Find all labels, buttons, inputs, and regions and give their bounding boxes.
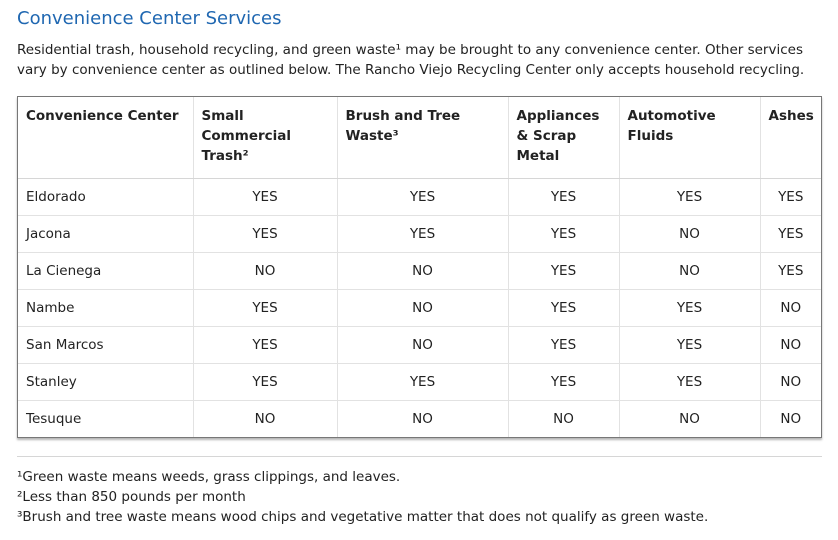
convenience-center-name: Tesuque <box>18 401 193 438</box>
service-availability-cell: NO <box>337 401 508 438</box>
footnotes-divider <box>17 456 822 457</box>
column-header-automotive-fluids: Automotive Fluids <box>619 97 760 179</box>
service-availability-cell: YES <box>193 327 337 364</box>
convenience-center-name: Nambe <box>18 290 193 327</box>
service-availability-cell: NO <box>760 364 821 401</box>
table-row <box>18 290 821 327</box>
column-header-ashes: Ashes <box>760 97 821 179</box>
service-availability-cell: YES <box>508 216 619 253</box>
service-availability-cell: NO <box>337 290 508 327</box>
table-row <box>18 253 821 290</box>
service-availability-cell: YES <box>619 364 760 401</box>
service-availability-cell: YES <box>193 216 337 253</box>
service-availability-cell: YES <box>337 179 508 216</box>
footnote-small-commercial-trash: ²Less than 850 pounds per month <box>17 489 246 505</box>
service-availability-cell: NO <box>760 327 821 364</box>
service-availability-cell: NO <box>619 253 760 290</box>
column-header-convenience-center: Convenience Center <box>18 97 193 179</box>
convenience-center-name: San Marcos <box>18 327 193 364</box>
intro-paragraph: Residential trash, household recycling, and green waste¹ may be brought to any convenience center. Other services vary by convenience center as outlined below. The Rancho Viejo Recycling Center only accepts household recycling. <box>17 42 805 78</box>
convenience-center-name: Stanley <box>18 364 193 401</box>
service-availability-cell: YES <box>508 364 619 401</box>
service-availability-cell: YES <box>337 216 508 253</box>
column-header-small-commercial-trash: Small Commercial Trash² <box>193 97 337 179</box>
service-availability-cell: YES <box>508 253 619 290</box>
table-row <box>18 327 821 364</box>
service-availability-cell: NO <box>619 216 760 253</box>
service-availability-cell: YES <box>619 290 760 327</box>
service-availability-cell: YES <box>619 327 760 364</box>
footnote-brush-and-tree-waste: ³Brush and tree waste means wood chips and vegetative matter that does not qualify as green waste. <box>17 509 709 525</box>
footnote-green-waste: ¹Green waste means weeds, grass clippings, and leaves. <box>17 469 401 485</box>
table-header-row <box>18 97 821 179</box>
service-availability-cell: YES <box>508 179 619 216</box>
service-availability-cell: YES <box>508 327 619 364</box>
page-content <box>17 0 822 527</box>
column-header-brush-and-tree-waste: Brush and Tree Waste³ <box>337 97 508 179</box>
service-availability-cell: YES <box>193 290 337 327</box>
table-body <box>18 179 821 438</box>
service-availability-cell: YES <box>193 364 337 401</box>
convenience-center-name: La Cienega <box>18 253 193 290</box>
table-row <box>18 364 821 401</box>
service-availability-cell: YES <box>619 179 760 216</box>
service-availability-cell: NO <box>780 411 802 427</box>
table-row <box>18 401 821 438</box>
column-header-appliances-scrap-metal: Appliances & Scrap Metal <box>508 97 619 179</box>
service-availability-cell: YES <box>508 290 619 327</box>
service-availability-cell: NO <box>193 401 337 438</box>
service-availability-cell: NO <box>619 401 760 438</box>
page-title: Convenience Center Services <box>17 8 282 29</box>
service-availability-cell: NO <box>760 290 821 327</box>
table-row <box>18 179 821 216</box>
services-table <box>18 97 821 437</box>
services-table-container <box>17 96 822 438</box>
footnotes <box>17 467 822 527</box>
service-availability-cell: YES <box>760 216 821 253</box>
service-availability-cell: NO <box>193 253 337 290</box>
service-availability-cell: YES <box>337 364 508 401</box>
convenience-center-name: Jacona <box>18 216 193 253</box>
service-availability-cell: NO <box>337 327 508 364</box>
service-availability-cell: NO <box>337 253 508 290</box>
convenience-center-name: Eldorado <box>18 179 193 216</box>
service-availability-cell: YES <box>760 179 821 216</box>
service-availability-cell: NO <box>508 401 619 438</box>
table-row <box>18 216 821 253</box>
service-availability-cell: YES <box>760 253 821 290</box>
service-availability-cell: YES <box>193 179 337 216</box>
